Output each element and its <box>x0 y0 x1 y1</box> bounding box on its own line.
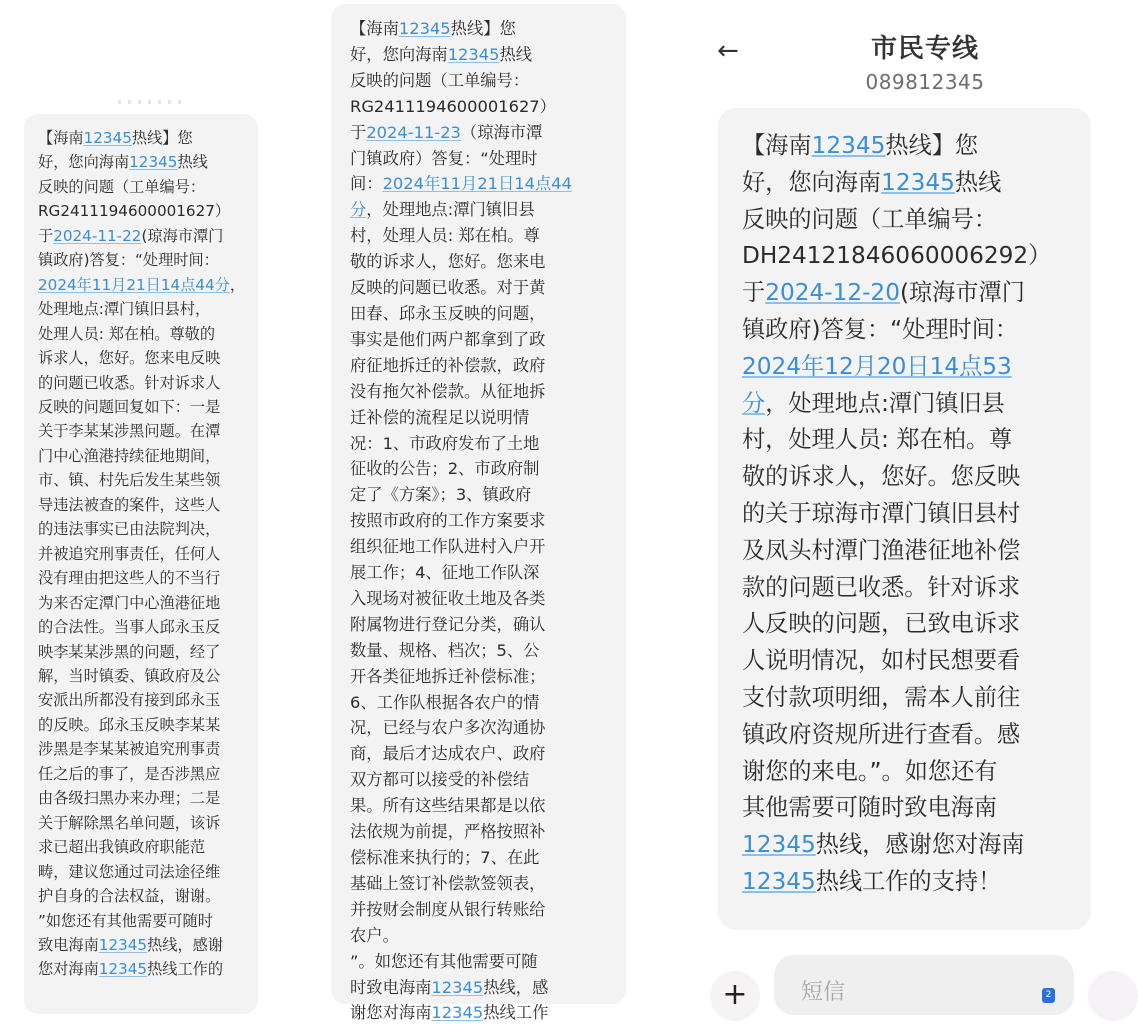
message-text: 的合法性。当事人邱永玉反 <box>38 618 221 637</box>
message-text: 的关于琼海市潭门镇旧县村 <box>742 499 1021 527</box>
message-text: 由各级扫黑办来办理；二是 <box>38 789 221 808</box>
message-text: 况，已经与农户多次沟通协 <box>350 718 546 738</box>
message-link[interactable]: 12345 <box>742 831 816 859</box>
message-line <box>742 459 1091 496</box>
message-line <box>38 273 258 297</box>
message-text: 热线 <box>177 153 208 172</box>
message-text: 组织征地工作队进村入户开 <box>350 537 546 557</box>
message-text: 映李某某涉黑的问题，经了 <box>38 642 221 661</box>
sim-card-icon[interactable]: 2 <box>1042 988 1055 1003</box>
message-line <box>350 16 626 42</box>
message-line <box>38 346 258 370</box>
message-line <box>38 860 258 884</box>
message-text: 反映的问题已收悉。对于黄 <box>350 278 546 298</box>
message-text: 反映的问题（工单编号： <box>350 70 530 90</box>
message-line <box>38 713 258 737</box>
message-line <box>350 767 626 793</box>
message-line <box>38 542 258 566</box>
message-text: 并按财会制度从银行转账给 <box>350 899 546 919</box>
message-text: 求已超出我镇政府职能范 <box>38 838 206 857</box>
message-line <box>742 864 1091 901</box>
message-line <box>38 957 258 981</box>
message-text: 镇政府资规所进行查看。感 <box>742 720 1021 748</box>
message-text: 处理人员: 郑在柏。尊敬的 <box>38 324 216 343</box>
message-text: 并被追究刑事责任，任何人 <box>38 544 221 563</box>
message-line <box>38 566 258 590</box>
message-text: 畴，建议您通过司法途径维 <box>38 862 221 881</box>
message-link[interactable]: 12345 <box>129 153 178 172</box>
message-text: 没有理由把这些人的不当行 <box>38 569 221 588</box>
message-line <box>742 717 1091 754</box>
message-text: 敬的诉求人，您好。您反映 <box>742 463 1021 491</box>
message-text: 于 <box>742 279 766 307</box>
message-line <box>350 845 626 871</box>
message-link[interactable]: 12345 <box>98 960 148 979</box>
message-line <box>38 762 258 786</box>
message-text: 诉求人，您好。您来电反映 <box>38 349 221 368</box>
message-text: 【海南 <box>350 19 399 38</box>
message-line <box>350 120 626 146</box>
message-text: 【海南 <box>38 129 84 147</box>
message-line <box>742 606 1091 643</box>
message-text: 热线工作的 <box>147 960 224 979</box>
message-line <box>38 884 258 908</box>
message-line <box>350 612 626 638</box>
message-line <box>742 680 1091 717</box>
message-line <box>742 312 1091 349</box>
message-text: 于 <box>38 226 54 245</box>
message-line <box>38 737 258 761</box>
message-line <box>350 923 626 949</box>
message-text: （琼海市潭 <box>460 122 543 142</box>
message-text: 热线 <box>954 168 1002 196</box>
message-text: 任之后的事了，是否涉黑应 <box>38 764 221 783</box>
message-text: 处理地点:潭门镇旧县村， <box>38 300 211 319</box>
message-text: ，处理地点:潭门镇旧县 <box>366 200 535 220</box>
message-text: 于 <box>350 122 367 142</box>
message-line <box>350 68 626 94</box>
message-text: 人说明情况，如村民想要看 <box>742 647 1021 675</box>
message-line <box>350 301 626 327</box>
message-link[interactable]: 2024-11-23 <box>366 122 461 142</box>
message-text: DH24121846060006292） <box>742 242 1052 270</box>
message-text: 况：1、市政府发布了土地 <box>350 433 540 453</box>
message-text: 款的问题已收悉。针对诉求 <box>742 573 1021 601</box>
message-line <box>350 353 626 379</box>
message-text: 的违法事实已由法院判决， <box>38 520 221 539</box>
message-line <box>350 379 626 405</box>
message-text: 及凤头村潭门渔港征地补偿 <box>742 536 1021 564</box>
message-line <box>350 42 626 68</box>
message-line <box>38 835 258 859</box>
message-text: 法依规为前提，严格按照补 <box>350 822 546 842</box>
plus-icon: + <box>722 977 748 1012</box>
message-text: 征收的公告；2、市政府制 <box>350 459 540 479</box>
message-line <box>38 126 258 150</box>
message-line <box>350 171 626 197</box>
message-line <box>350 456 626 482</box>
message-text: 热线，感谢您对海南 <box>815 831 1025 859</box>
message-line <box>350 223 626 249</box>
message-line <box>350 249 626 275</box>
message-line <box>742 827 1091 864</box>
send-button[interactable] <box>1088 971 1138 1021</box>
message-text: 关于解除黑名单问题，该诉 <box>38 813 221 832</box>
message-text: 双方都可以接受的补偿结 <box>350 770 530 790</box>
message-text: 按照市政府的工作方案要求 <box>350 511 546 531</box>
scroll-indicator <box>118 100 188 104</box>
sms-screenshot-right <box>700 0 1100 1012</box>
message-line <box>350 1000 626 1026</box>
message-link[interactable]: 12345 <box>98 935 148 954</box>
message-line <box>350 534 626 560</box>
message-line <box>38 150 258 174</box>
message-line <box>742 754 1091 791</box>
message-text: 热线，感 <box>483 977 549 997</box>
message-line <box>38 371 258 395</box>
message-line <box>38 175 258 199</box>
message-line <box>350 975 626 1001</box>
message-text: 迁补偿的流程足以说明情 <box>350 407 530 427</box>
message-text: 农户。 <box>350 925 399 945</box>
message-text: 府征地拆迁的补偿款，政府 <box>350 355 546 375</box>
message-line <box>350 275 626 301</box>
sms-input[interactable]: 短信 <box>774 955 1074 1015</box>
message-text: 村，处理人员: 郑在柏。尊 <box>350 226 540 246</box>
contact-number: 089812345 <box>865 70 985 94</box>
message-text: 门镇政府）答复：“处理时 <box>350 148 538 168</box>
message-link[interactable]: 12345 <box>811 132 886 159</box>
message-text: 为来否定潭门中心渔港征地 <box>38 593 221 612</box>
message-text: 展工作；4、征地工作队深 <box>350 563 540 583</box>
message-line <box>38 468 258 492</box>
back-arrow-icon[interactable]: ← <box>717 36 739 66</box>
message-line <box>350 431 626 457</box>
message-line <box>742 643 1091 680</box>
message-text: 热线】您 <box>885 132 979 159</box>
message-link[interactable]: 12345 <box>881 168 955 196</box>
message-text: (琼海市潭门 <box>899 279 1025 307</box>
message-link[interactable]: 2024年11月21日14点44 <box>382 174 573 194</box>
message-text: 果。所有这些结果都是以依 <box>350 796 546 816</box>
message-line <box>38 493 258 517</box>
message-line <box>350 197 626 223</box>
message-bubble <box>331 4 626 1023</box>
message-line <box>350 715 626 741</box>
message-text: 基础上签订补偿款签领表， <box>350 873 546 893</box>
message-line <box>38 591 258 615</box>
message-bubble <box>718 108 1091 930</box>
message-text: 解，当时镇委、镇政府及公 <box>38 666 221 685</box>
message-text: 定了《方案》；3、镇政府 <box>350 485 532 505</box>
message-link[interactable]: 12345 <box>431 1003 484 1023</box>
message-line <box>742 202 1091 239</box>
message-text: 门中心渔港持续征地期间， <box>38 446 221 465</box>
message-line <box>350 897 626 923</box>
message-text: 镇政府)答复：“处理时间： <box>38 251 219 270</box>
message-line <box>38 444 258 468</box>
message-text: 数量、规格、档次；5、公 <box>350 640 540 660</box>
message-line <box>38 224 258 248</box>
message-text: 谢您对海南 <box>350 1003 432 1023</box>
message-text: 镇政府)答复：“处理时间： <box>742 315 1019 343</box>
message-text: 热线】您 <box>450 19 516 38</box>
message-link[interactable]: 12345 <box>398 19 451 38</box>
message-line <box>350 664 626 690</box>
message-text: ，处理地点:潭门镇旧县 <box>765 389 1005 417</box>
message-text: 反映的问题（工单编号： <box>38 177 206 196</box>
message-line <box>350 741 626 767</box>
message-text: 热线，感谢 <box>147 935 224 954</box>
message-text: 热线工作的支持！ <box>815 867 1002 895</box>
message-line <box>350 560 626 586</box>
message-text: 致电海南 <box>38 935 99 954</box>
message-line <box>742 422 1091 459</box>
message-line <box>38 909 258 933</box>
message-line <box>742 570 1091 607</box>
message-text: 商，最后才达成农户、政府 <box>350 744 546 764</box>
message-text: 敬的诉求人，您好。您来电 <box>350 252 546 272</box>
message-link[interactable]: 12345 <box>447 44 500 64</box>
message-text: 6、工作队根据各农户的情 <box>350 692 540 712</box>
message-line <box>38 322 258 346</box>
message-text: 市、镇、村先后发生某些领 <box>38 471 221 490</box>
message-line <box>742 386 1091 423</box>
message-text: 事实是他们两户都拿到了政 <box>350 329 546 349</box>
message-line <box>350 327 626 353</box>
message-line <box>350 690 626 716</box>
message-text: 热线】您 <box>131 129 193 147</box>
message-link[interactable]: 2024年11月21日14点44分 <box>38 275 230 294</box>
message-text: 的问题已收悉。针对诉求人 <box>38 373 221 392</box>
message-line <box>742 496 1091 533</box>
message-text: 村，处理人员: 郑在柏。尊 <box>742 426 1013 454</box>
message-line <box>350 586 626 612</box>
message-line <box>742 165 1091 202</box>
message-text: ， <box>229 275 246 294</box>
message-line <box>38 395 258 419</box>
message-line <box>742 128 1091 165</box>
message-line <box>350 819 626 845</box>
message-line <box>742 238 1091 275</box>
message-text: RG2411194600001627） <box>350 96 556 116</box>
message-line <box>350 871 626 897</box>
message-link[interactable]: 分 <box>350 200 367 220</box>
message-line <box>350 508 626 534</box>
message-text: 的反映。邱永玉反映李某某 <box>38 715 221 734</box>
message-line <box>38 517 258 541</box>
message-line <box>38 248 258 272</box>
message-text: 护自身的合法权益，谢谢。 <box>38 887 221 906</box>
message-link[interactable]: 12345 <box>431 977 484 997</box>
message-text: 间： <box>350 174 383 194</box>
message-line <box>38 615 258 639</box>
message-text: 偿标准来执行的；7、在此 <box>350 848 540 867</box>
message-line <box>350 638 626 664</box>
message-text: 反映的问题（工单编号： <box>742 205 998 233</box>
message-line <box>38 786 258 810</box>
message-line <box>350 94 626 120</box>
message-text: 开各类征地拆迁补偿标准； <box>350 666 546 686</box>
message-text: 涉黑是李某某被追究刑事责 <box>38 740 221 759</box>
message-text: 导违法被查的案件，这些人 <box>38 495 221 514</box>
message-line <box>350 793 626 819</box>
message-line <box>742 349 1091 386</box>
message-line <box>742 533 1091 570</box>
message-line <box>350 405 626 431</box>
message-line <box>350 949 626 975</box>
message-text: 您对海南 <box>38 960 99 979</box>
message-text: 热线 <box>499 44 533 64</box>
message-text: (琼海市潭门 <box>141 226 224 245</box>
message-line <box>350 482 626 508</box>
message-text: 入现场对被征收土地及各类 <box>350 588 546 608</box>
message-line <box>742 790 1091 827</box>
message-line <box>38 664 258 688</box>
message-line <box>742 275 1091 312</box>
message-text: 热线工作 <box>483 1003 549 1023</box>
message-line <box>350 146 626 172</box>
message-text: 人反映的问题，已致电诉求 <box>742 610 1021 638</box>
message-line <box>38 688 258 712</box>
message-link[interactable]: 12345 <box>83 129 132 147</box>
message-text: ”如您还有其他需要可随时 <box>38 911 213 930</box>
message-text: 【海南 <box>742 132 812 159</box>
message-text: 好，您向海南 <box>350 44 448 64</box>
message-text: 谢您的来电。”。如您还有 <box>742 757 998 785</box>
message-line <box>38 419 258 443</box>
message-line <box>38 199 258 223</box>
contact-name: 市民专线 <box>870 34 979 64</box>
message-text: 好，您向海南 <box>742 168 882 196</box>
message-link[interactable]: 12345 <box>742 867 816 895</box>
message-text: 关于李某某涉黑问题。在潭 <box>38 422 221 441</box>
message-bubble <box>24 114 258 1014</box>
message-text: 好，您向海南 <box>38 153 130 172</box>
message-text: 支付款项明细，需本人前往 <box>742 683 1021 711</box>
message-text: RG2411194600001627） <box>38 202 231 221</box>
message-link[interactable]: 2024-12-20 <box>765 279 900 307</box>
message-text: 附属物进行登记分类，确认 <box>350 614 546 634</box>
message-text: ”。如您还有其他需要可随 <box>350 951 538 971</box>
message-composer <box>700 955 1100 1015</box>
message-line <box>38 297 258 321</box>
add-attachment-button[interactable] <box>710 971 760 1021</box>
message-text: 安派出所都没有接到邱永玉 <box>38 691 221 710</box>
message-link[interactable]: 分 <box>742 389 766 417</box>
message-text: 时致电海南 <box>350 977 432 997</box>
sms-screenshot-middle <box>300 0 660 1023</box>
message-link[interactable]: 2024-11-22 <box>53 226 142 245</box>
message-text: 反映的问题回复如下：一是 <box>38 397 221 416</box>
sms-screenshot-left <box>0 0 300 999</box>
message-line <box>38 933 258 957</box>
message-link[interactable]: 2024年12月20日14点53 <box>742 352 1012 380</box>
message-text: 田春、邱永玉反映的问题， <box>350 303 546 323</box>
message-line <box>38 640 258 664</box>
message-text: 没有拖欠补偿款。从征地拆 <box>350 381 546 401</box>
message-line <box>38 811 258 835</box>
message-text: 其他需要可随时致电海南 <box>742 794 998 822</box>
